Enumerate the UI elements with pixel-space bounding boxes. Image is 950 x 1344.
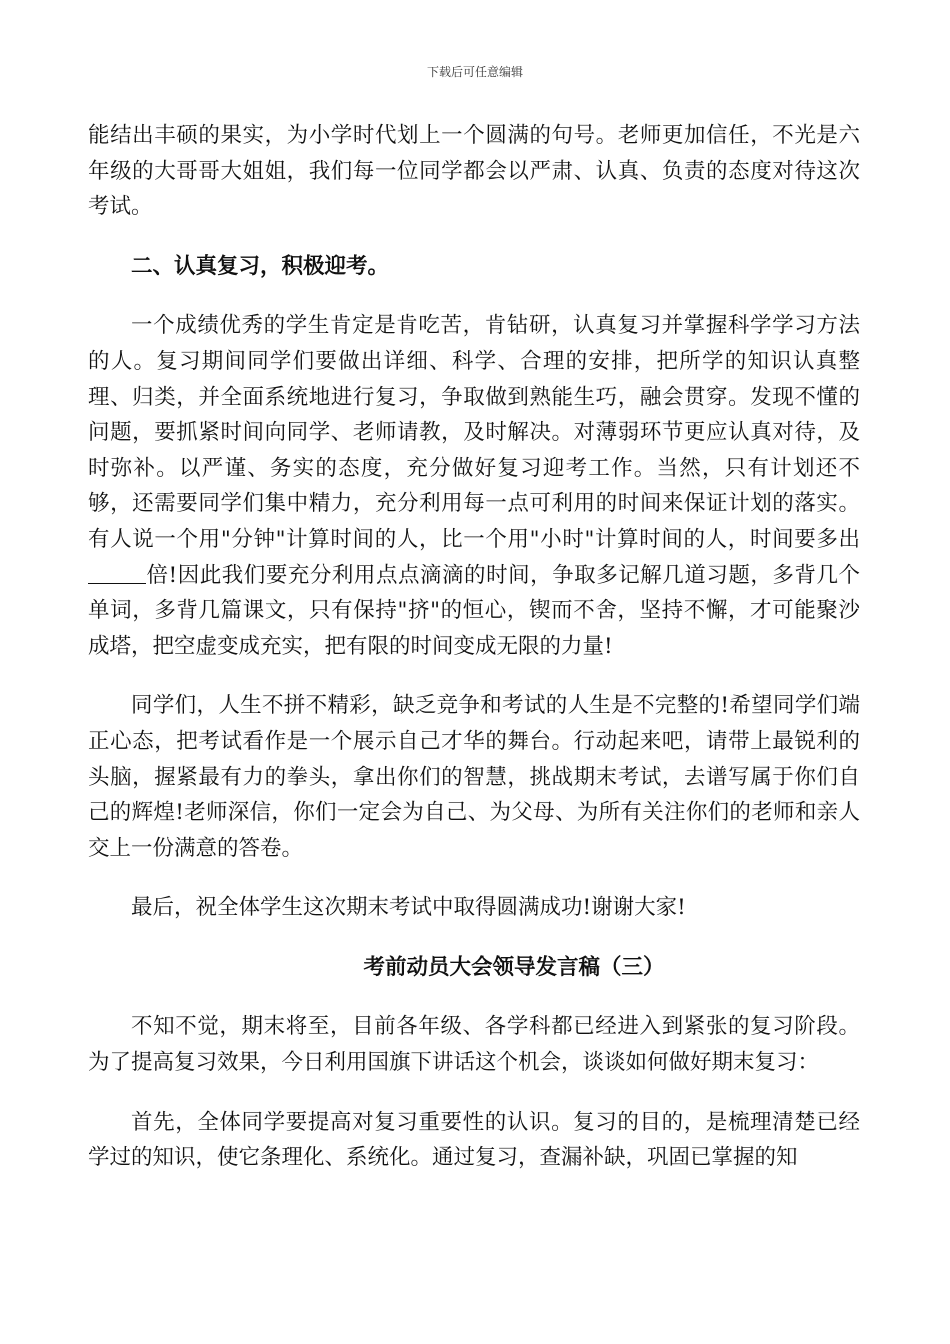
paragraph-intro: 不知不觉，期末将至，目前各年级、各学科都已经进入到紧张的复习阶段。为了提高复习效果，今日利用国旗下讲话这个机会，谈谈如何做好期末复习： [88, 1014, 860, 1076]
paragraph-text-before-blank: 一个成绩优秀的学生肯定是肯吃苦，肯钻研，认真复习并掌握科学学习方法的人。复习期间同学们要做出详细、科学、合理的安排，把所学的知识认真整理、归类，并全面系统地进行复习，争取做到熟能生巧，融会贯穿。发现不懂的问题，要抓紧时间向同学、老师请教，及时解决。对薄弱环节更应认真对待，及时弥补。以严谨、务实的态度，充分做好复习迎考工作。当然，只有计划还不够，还需要同学们集中精力，充分利用每一点可利用的时间来保证计划的落实。有人说一个用"分钟"计算时间的人，比一个用"小时"计算时间的人，时间要多出 [88, 313, 860, 552]
section-heading: 二、认真复习，积极迎考。 [131, 253, 390, 279]
document-body [88, 118, 860, 1200]
paragraph-closing: 最后，祝全体学生这次期末考试中取得圆满成功!谢谢大家! [131, 895, 686, 921]
paragraph-review-methods [88, 308, 860, 664]
page-header: 下载后可任意编辑 [426, 65, 523, 79]
fill-in-blank [88, 561, 146, 584]
paragraph-continued: 能结出丰硕的果实，为小学时代划上一个圆满的句号。老师更加信任，不光是六年级的大哥哥大姐姐，我们每一位同学都会以严肃、认真、负责的态度对待这次考试。 [88, 123, 860, 220]
paragraph-first-point: 首先，全体同学要提高对复习重要性的认识。复习的目的，是梳理清楚已经学过的知识，使它条理化、系统化。通过复习，查漏补缺，巩固已掌握的知 [88, 1109, 860, 1171]
speech-title: 考前动员大会领导发言稿（三） [363, 954, 665, 980]
paragraph-text-after-blank: 倍!因此我们要充分利用点点滴滴的时间，争取多记解几道习题，多背几个单词，多背几篇课文，只有保持"挤"的恒心，锲而不舍，坚持不懈，才可能聚沙成塔，把空虚变成充实，把有限的时间变成无限的力量! [88, 562, 860, 659]
paragraph-encouragement: 同学们，人生不拼不精彩，缺乏竞争和考试的人生是不完整的!希望同学们端正心态，把考试看作是一个展示自己才华的舞台。行动起来吧，请带上最锐利的头脑，握紧最有力的拳头，拿出你们的智慧，挑战期末考试，去谱写属于你们自己的辉煌!老师深信，你们一定会为自己、为父母、为所有关注你们的老师和亲人交上一份满意的答卷。 [88, 693, 860, 861]
